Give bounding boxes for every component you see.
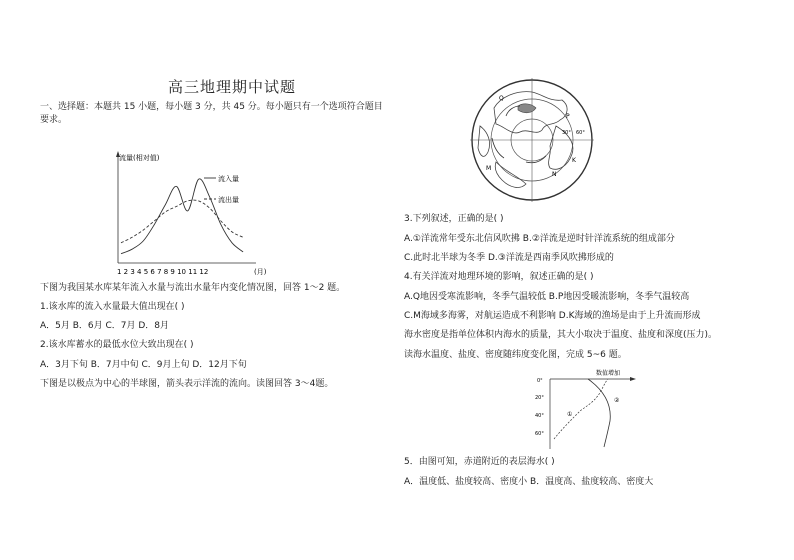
question-4: 4.有关洋流对地理环境的影响，叙述正确的是( ) bbox=[404, 272, 594, 282]
x-axis-unit: (月) bbox=[254, 268, 267, 276]
question-3-options-ab: A.①洋流常年受东北信风吹拂 B.②洋流是逆时针洋流系统的组成部分 bbox=[404, 234, 675, 244]
curve-2 bbox=[588, 379, 610, 447]
legend-inflow-label: 流入量 bbox=[218, 175, 239, 183]
question-3-options-cd: C.此时北半球为冬季 D.③洋流是西南季风吹拂形成的 bbox=[404, 253, 614, 263]
series-outflow-line bbox=[121, 200, 243, 243]
curve-1 bbox=[554, 379, 608, 439]
question-4-options-cd: C.M海域多海雾，对航运造成不利影响 D.K海域的渔场是由于上升流而形成 bbox=[404, 311, 701, 321]
question-1: 1.该水库的流入水量最大值出现在( ) bbox=[40, 302, 185, 312]
lat-label-20: 20° bbox=[535, 395, 544, 401]
section-intro: 一、选择题：本题共 15 小题，每小题 3 分，共 45 分。每小题只有一个选项符合题目要求。 bbox=[40, 102, 383, 125]
question-5-options: A．温度低、盐度较高、密度小 B．温度高、盐度较高、密度大 bbox=[404, 477, 654, 487]
x-tick-labels: 1 2 3 4 5 6 7 8 9 10 11 12 bbox=[117, 268, 209, 276]
curve-label-1: ① bbox=[567, 411, 573, 418]
polar-current-map bbox=[466, 76, 598, 204]
question-2-options: A．3月下旬 B．7月中旬 C．9月上旬 D．12月下旬 bbox=[40, 360, 247, 370]
density-latitude-chart bbox=[532, 369, 642, 451]
series-inflow-line bbox=[121, 179, 243, 254]
map-label-n: N bbox=[552, 171, 557, 178]
page-title: 高三地理期中试题 bbox=[168, 78, 297, 96]
map-label-k: K bbox=[572, 157, 576, 164]
legend-outflow-label: 流出量 bbox=[218, 196, 239, 204]
question-1-options: A．5月 B．6月 C．7月 D．8月 bbox=[40, 321, 170, 331]
curve-label-2: ② bbox=[614, 397, 620, 404]
lat-label-0: 0° bbox=[537, 378, 543, 384]
small-chart-top-label: 数值增加 bbox=[596, 370, 621, 377]
lat-label-40: 40° bbox=[535, 413, 544, 419]
density-definition: 海水密度是指单位体积内海水的质量，其大小取决于温度、盐度和深度(压力)。 bbox=[404, 330, 718, 340]
read-instruction: 读海水温度、盐度、密度随纬度变化图，完成 5~6 题。 bbox=[404, 350, 627, 360]
flow-chart bbox=[108, 148, 278, 283]
q-intro-1: 下图为我国某水库某年流入水量与流出水量年内变化情况图，回答 1～2 题。 bbox=[40, 283, 346, 293]
map-label-q: Q bbox=[499, 95, 504, 102]
landmass-west bbox=[478, 126, 490, 156]
map-label-60: 60° bbox=[576, 130, 585, 136]
question-3: 3.下列叙述，正确的是( ) bbox=[404, 214, 504, 224]
question-2: 2.该水库蓄水的最低水位大致出现在( ) bbox=[40, 340, 194, 350]
landmass-arctic bbox=[518, 104, 536, 113]
map-label-p: P bbox=[566, 113, 570, 120]
question-4-options-ab: A.Q地因受寒流影响，冬季气温较低 B.P地因受暖流影响，冬季气温较高 bbox=[404, 292, 690, 302]
map-intro: 下图是以极点为中心的半球图，箭头表示洋流的流向。读图回答 3～4题。 bbox=[40, 379, 334, 389]
question-5: 5．由图可知，赤道附近的表层海水( ) bbox=[404, 457, 555, 467]
chart-ylabel: 流量(相对值) bbox=[119, 154, 160, 162]
lat-label-60: 60° bbox=[535, 431, 544, 437]
map-label-m: M bbox=[486, 165, 492, 172]
map-label-30: 30° bbox=[562, 130, 571, 136]
